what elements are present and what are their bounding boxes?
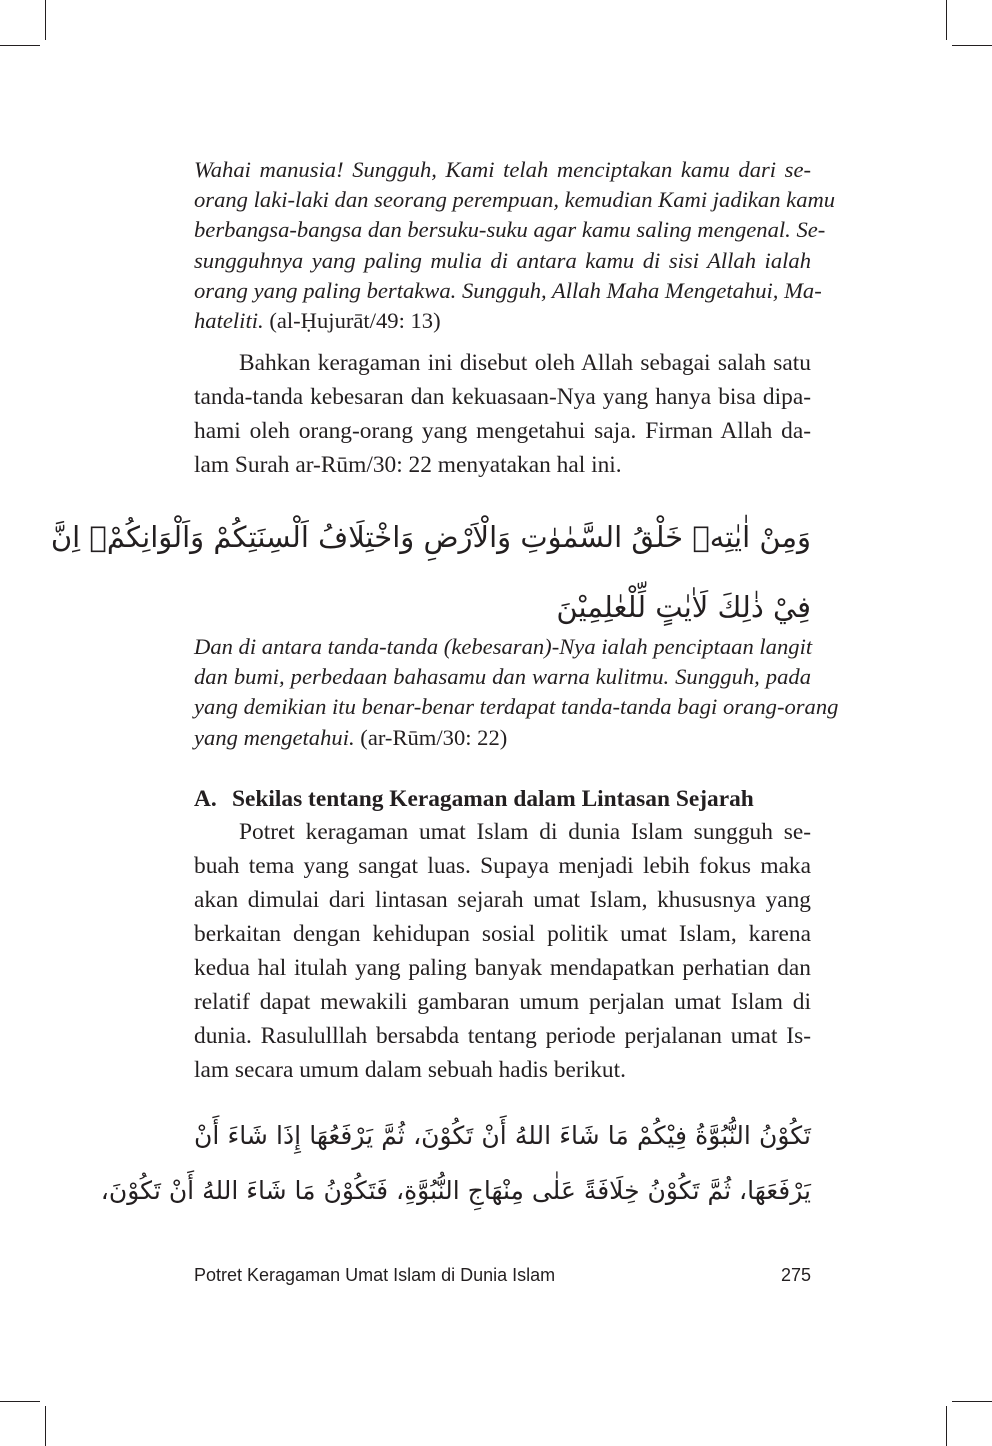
body-paragraph-1: [194, 346, 811, 482]
quote-line: yang demikian itu benar-benar terdapat tanda-tanda bagi orang-orang: [194, 694, 839, 720]
quote-last-line: [194, 723, 811, 753]
quote-last-line: [194, 306, 811, 336]
paragraph-line: Bahkan keragaman ini disebut oleh Allah sebagai salah satu: [239, 350, 811, 376]
arabic-verse-line: فِيْ ذٰلِكَ لَاٰيٰتٍ لِّلْعٰلِمِيْنَ: [556, 590, 811, 624]
paragraph-line: lam Surah ar-Rūm/30: 22 menyatakan hal ini.: [194, 452, 622, 478]
section-title: Sekilas tentang Keragaman dalam Lintasan Sejarah: [232, 786, 754, 812]
quote-line: dan bumi, perbedaan bahasamu dan warna kulitmu. Sungguh, pada: [194, 664, 811, 690]
quote-line: Wahai manusia! Sungguh, Kami telah menciptakan kamu dari se-: [194, 157, 811, 182]
arabic-hadith: [100, 1108, 811, 1218]
verse-reference: (al-Ḥujurāt/49: 13): [269, 308, 441, 334]
translation-quote-rum: [194, 632, 839, 753]
crop-mark: [45, 1406, 46, 1446]
quote-line: orang laki-laki dan seorang perempuan, kemudian Kami jadikan kamu: [194, 187, 836, 213]
paragraph-line: kedua hal itulah yang paling banyak mendapatkan perhatian dan: [194, 955, 811, 981]
running-title: Potret Keragaman Umat Islam di Dunia Islam: [194, 1265, 556, 1285]
quote-last-words: yang mengetahui.: [194, 724, 355, 750]
quote-line: orang yang paling bertakwa. Sungguh, Allah Maha Mengetahui, Ma-: [194, 277, 822, 303]
quote-line: sungguhnya yang paling mulia di antara kamu di sisi Allah ialah: [194, 247, 811, 273]
arabic-hadith-line: يَرْفَعَهَا، ثُمَّ تَكُوْنُ خِلَافَةً عَلٰى مِنْهَاجِ النُّبُوَّةِ، فَتَكُوْنُ مَا شَاءَ اللهُ أَنْ تَكُوْنَ،: [100, 1176, 811, 1205]
paragraph-line: tanda-tanda kebesaran dan kekuasaan-Nya yang hanya bisa dipa-: [194, 384, 811, 410]
crop-mark: [946, 0, 947, 40]
arabic-verse-line: وَمِنْ اٰيٰتِهٖ خَلْقُ السَّمٰوٰتِ وَالْاَرْضِ وَاخْتِلَافُ اَلْسِنَتِكُمْ وَاَلْوَانِكُمْۗ اِنَّ: [50, 520, 811, 554]
crop-mark: [0, 1401, 40, 1402]
crop-mark: [952, 45, 992, 46]
section-heading: [194, 782, 811, 816]
paragraph-line: hami oleh orang-orang yang mengetahui saja. Firman Allah da-: [194, 418, 811, 444]
paragraph-line: buah tema yang sangat luas. Supaya menjadi lebih fokus maka: [194, 853, 811, 879]
paragraph-line: akan dimulai dari lintasan sejarah umat Islam, khususnya yang: [194, 887, 811, 913]
body-paragraph-2: [194, 815, 811, 1087]
quote-line: Dan di antara tanda-tanda (kebesaran)-Nya ialah penciptaan langit: [194, 634, 813, 659]
verse-reference: (ar-Rūm/30: 22): [360, 724, 508, 750]
crop-mark: [952, 1401, 992, 1402]
paragraph-line: berkaitan dengan kehidupan sosial politik umat Islam, karena: [194, 921, 811, 947]
paragraph-line: lam secara umum dalam sebuah hadis berikut.: [194, 1057, 626, 1083]
crop-mark: [946, 1406, 947, 1446]
paragraph-line: relatif dapat mewakili gambaran umum perjalan umat Islam di: [194, 989, 811, 1015]
quote-line: berbangsa-bangsa dan bersuku-suku agar kamu saling mengenal. Se-: [194, 217, 826, 243]
page-footer: [194, 1265, 811, 1286]
translation-quote-hujurat: [194, 155, 836, 336]
paragraph-line: Potret keragaman umat Islam di dunia Islam sungguh se-: [239, 819, 811, 845]
arabic-verse-rum: [50, 502, 811, 642]
crop-mark: [45, 0, 46, 40]
crop-mark: [0, 45, 40, 46]
section-letter: A.: [194, 786, 217, 812]
quote-last-words: hateliti.: [194, 308, 264, 334]
arabic-hadith-line: تَكُوْنُ النُّبُوَّةُ فِيْكُمْ مَا شَاءَ اللهُ أَنْ تَكُوْنَ، ثُمَّ يَرْفَعُهَا إِذَا شَاءَ أَنْ: [194, 1121, 811, 1150]
page-number: 275: [780, 1265, 811, 1285]
paragraph-line: dunia. Rasululllah bersabda tentang periode perjalanan umat Is-: [194, 1023, 811, 1049]
